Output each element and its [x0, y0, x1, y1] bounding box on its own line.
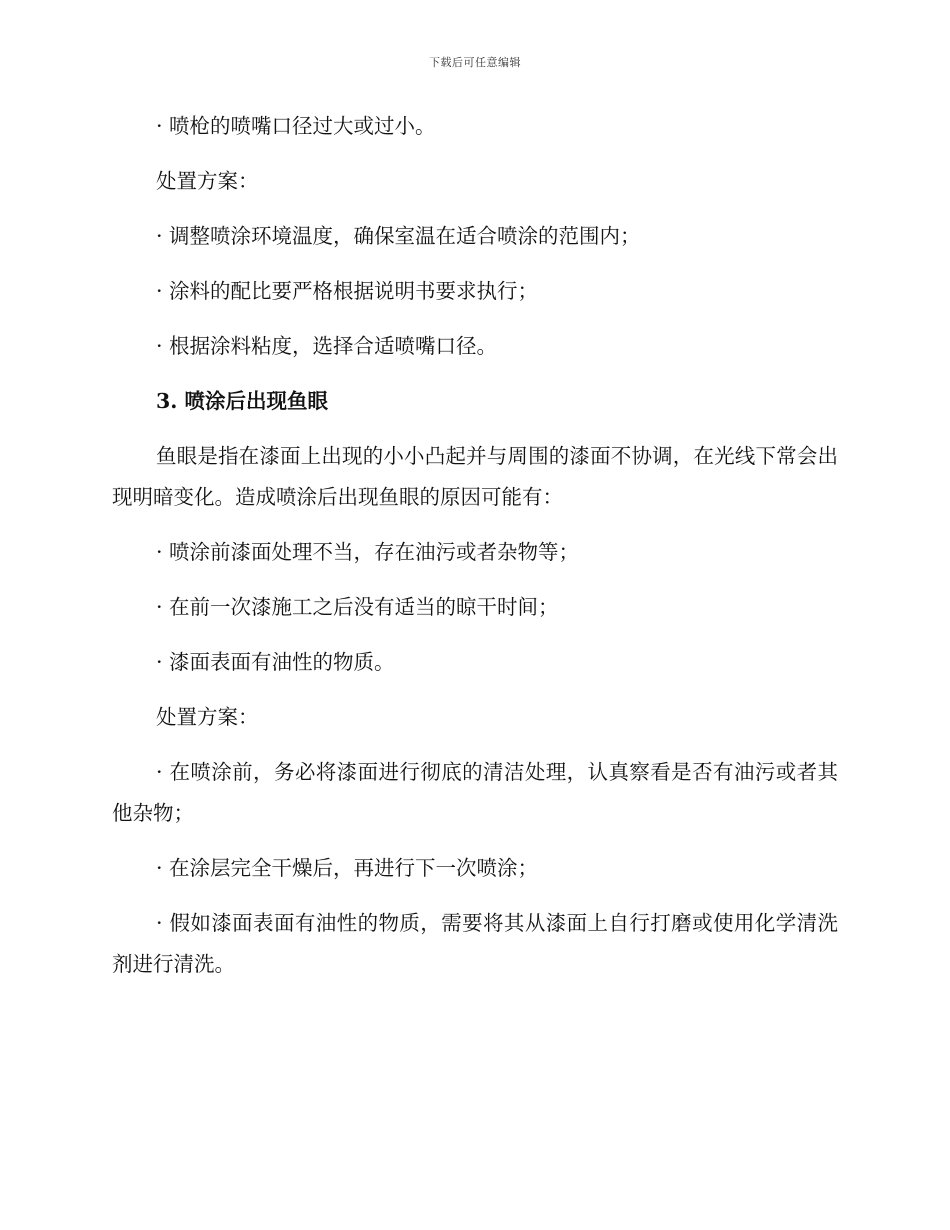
- bullet-drying-time: · 在前一次漆施工之后没有适当的晾干时间；: [156, 595, 559, 619]
- bullet-oily-substance: · 漆面表面有油性的物质。: [156, 650, 395, 674]
- bullet-nozzle-size: · 喷枪的喷嘴口径过大或过小。: [156, 114, 436, 138]
- bullet-wait-dry: · 在涂层完全干燥后，再进行下一次喷涂；: [156, 856, 539, 880]
- bullet-clean-surface: · 在喷涂前，务必将漆面进行彻底的清洁处理，认真察看是否有油污或者其他杂物；: [112, 760, 838, 825]
- fisheye-description: 鱼眼是指在漆面上出现的小小凸起并与周围的漆面不协调，在光线下常会出现明暗变化。造成喷涂后出现鱼眼的原因可能有：: [112, 444, 838, 509]
- document-body: [112, 106, 838, 999]
- solution-label-2: 处置方案：: [156, 705, 259, 729]
- bullet-surface-treatment: · 喷涂前漆面处理不当，存在油污或者杂物等；: [156, 540, 580, 564]
- bullet-remove-oil: · 假如漆面表面有油性的物质，需要将其从漆面上自行打磨或使用化学清洗剂进行清洗。: [112, 911, 838, 976]
- bullet-coating-ratio: · 涂料的配比要严格根据说明书要求执行；: [156, 279, 539, 303]
- section-heading-fisheye: 3. 喷涂后出现鱼眼: [156, 389, 329, 413]
- solution-label: 处置方案：: [156, 169, 259, 193]
- bullet-choose-nozzle: · 根据涂料粘度，选择合适喷嘴口径。: [156, 334, 498, 358]
- page-header: 下载后可任意编辑: [429, 56, 521, 69]
- bullet-adjust-temperature: · 调整喷涂环境温度，确保室温在适合喷涂的范围内；: [156, 224, 641, 248]
